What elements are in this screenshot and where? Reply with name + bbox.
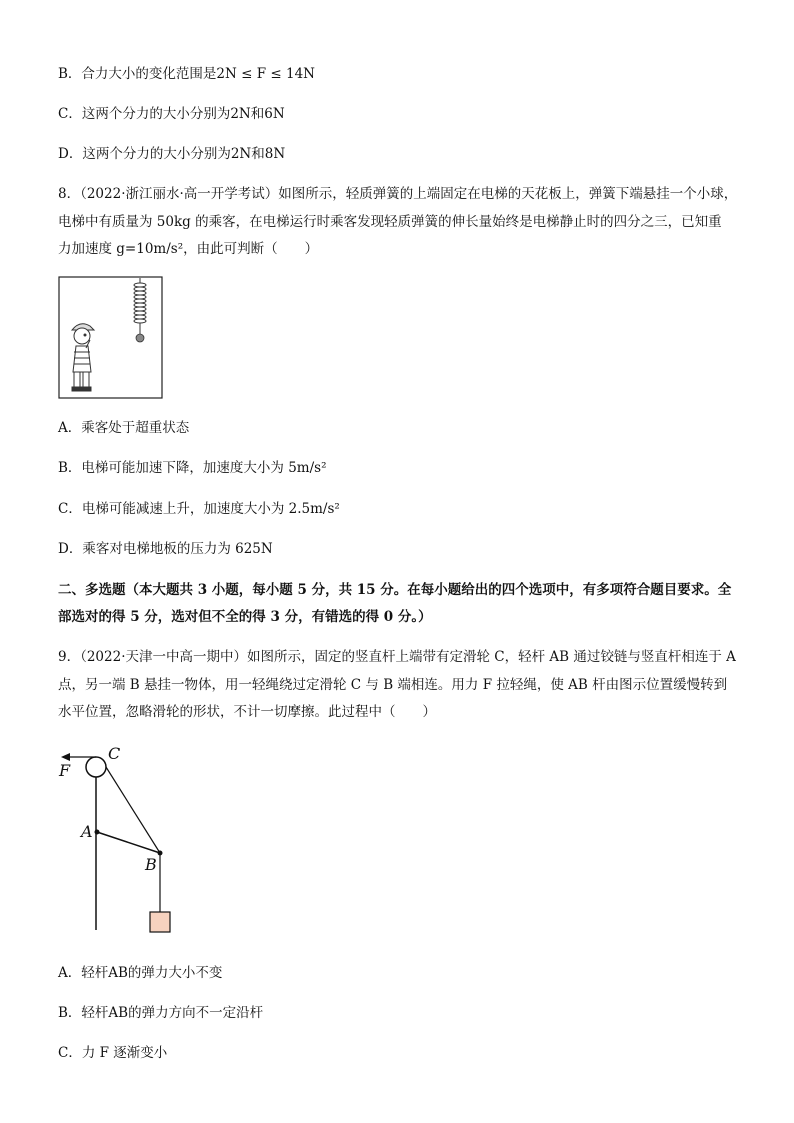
pulley-c-icon — [86, 757, 106, 777]
elevator-figure — [58, 276, 164, 400]
label-c: C — [108, 744, 121, 763]
q9-option-b: B．轻杆AB的弹力方向不一定沿杆 — [58, 1005, 264, 1021]
q8-stem-line-1: 8．（2022·浙江丽水·高一开学考试）如图所示，轻质弹簧的上端固定在电梯的天花板上，弹簧下端悬挂一个小球， — [58, 186, 738, 202]
q7-option-b: B．合力大小的变化范围是2N ≤ F ≤ 14N — [58, 66, 315, 82]
arrow-left-icon — [61, 753, 70, 761]
pulley-rod-figure — [55, 740, 185, 940]
q9-stem-line-2: 点，另一端 B 悬挂一物体，用一轻绳绕过定滑轮 C 与 B 端相连。用力 F 拉轻绳，使 AB 杆由图示位置缓慢转到 — [58, 677, 728, 693]
label-f: F — [59, 761, 71, 780]
section-2-heading-line-2: 部选对的得 5 分，选对但不全的得 3 分，有错选的得 0 分。） — [58, 609, 432, 625]
ball-icon — [136, 334, 144, 342]
q9-stem-line-3: 水平位置，忽略滑轮的形状，不计一切摩擦。此过程中（ ） — [58, 704, 436, 720]
q8-option-d: D．乘客对电梯地板的压力为 625N — [58, 541, 273, 557]
q7-option-d: D．这两个分力的大小分别为2N和8N — [58, 146, 286, 162]
q7-option-c: C．这两个分力的大小分别为2N和6N — [58, 106, 285, 122]
q9-stem-line-1: 9．（2022·天津一中高一期中）如图所示，固定的竖直杆上端带有定滑轮 C，轻杆 AB 通过铰链与竖直杆相连于 A — [58, 649, 736, 665]
rod-ab — [97, 832, 160, 853]
rope-cb — [106, 767, 160, 853]
q8-option-a: A．乘客处于超重状态 — [58, 420, 190, 436]
q9-option-c: C．力 F 逐渐变小 — [58, 1045, 168, 1061]
section-2-heading-line-1: 二、多选题（本大题共 3 小题，每小题 5 分，共 15 分。在每小题给出的四个选项中，有多项符合题目要求。全 — [58, 582, 732, 598]
q8-stem-line-2: 电梯中有质量为 50kg 的乘客，在电梯运行时乘客发现轻质弹簧的伸长量始终是电梯静止时的四分之三，已知重 — [58, 214, 722, 230]
q8-stem-line-3: 力加速度 g=10m/s²，由此可判断（ ） — [58, 241, 319, 257]
hanging-block — [150, 912, 170, 932]
hinge-a-icon — [95, 830, 100, 835]
q9-option-a: A．轻杆AB的弹力大小不变 — [58, 965, 223, 981]
q8-option-b: B．电梯可能加速下降，加速度大小为 5m/s² — [58, 460, 327, 476]
q8-option-c: C．电梯可能减速上升，加速度大小为 2.5m/s² — [58, 501, 340, 517]
label-b: B — [145, 855, 157, 874]
label-a: A — [81, 822, 93, 841]
